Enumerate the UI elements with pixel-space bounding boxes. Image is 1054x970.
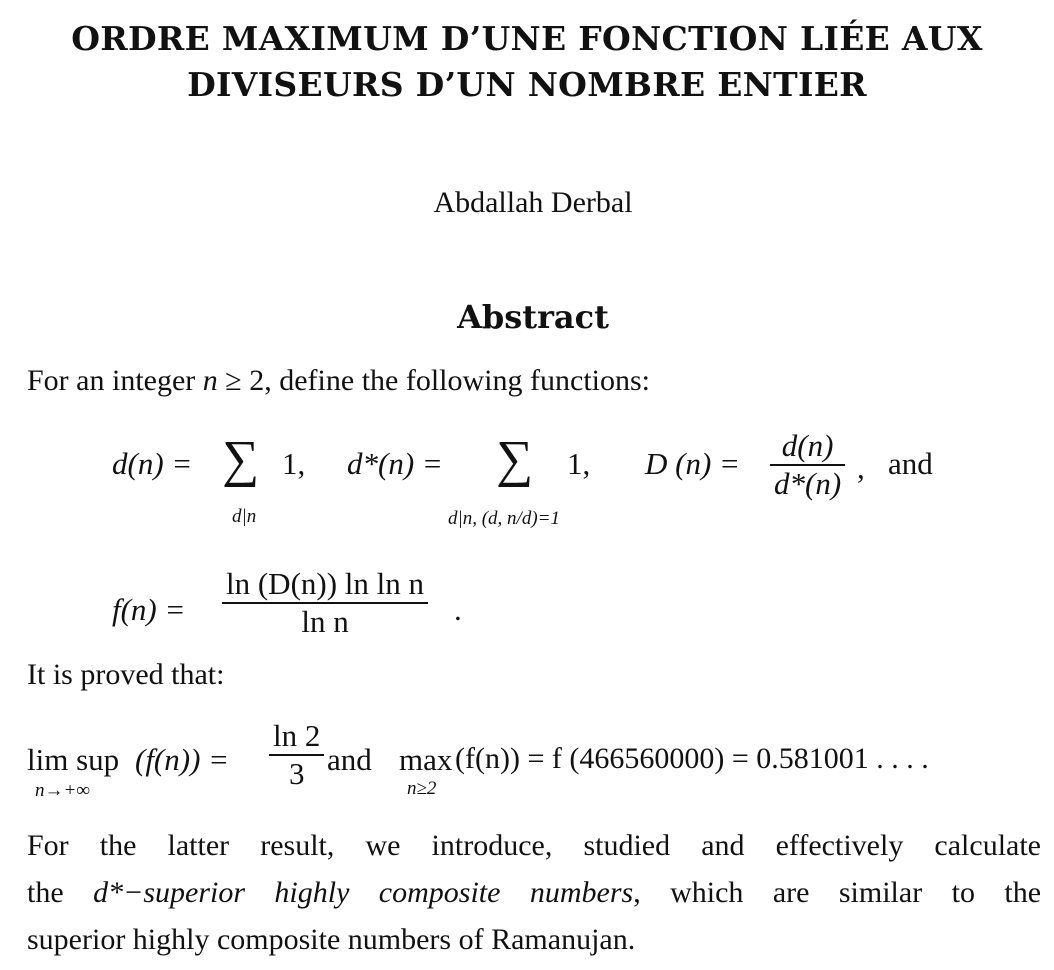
final-line-3: superior highly composite numbers of Ramanujan. (27, 923, 636, 956)
final-line-1: For the latter result, we introduce, studied and effectively calculate (27, 829, 1041, 862)
final-line-2-end: , which are similar to the (633, 876, 1042, 909)
fraction-numerator: d(n) (781, 428, 834, 463)
equation-results (27, 718, 1047, 808)
title-line-2: DIVISEURS D’UN NOMBRE ENTIER (187, 65, 867, 104)
proved-sentence: It is proved that: (27, 658, 225, 691)
f-numerator: ln (D(n)) ln ln n (226, 566, 425, 601)
author-name: Abdallah Derbal (433, 186, 633, 219)
eq-dstar-lhs: d*(n) = (347, 446, 443, 481)
sum1-body: 1, (282, 446, 306, 481)
max-operator: max (399, 742, 453, 777)
fraction-d-over-dstar (770, 428, 845, 502)
sum1-subscript: d|n (232, 506, 257, 527)
fraction-f (222, 566, 428, 640)
limsup-operator: lim sup (27, 742, 120, 777)
sum2-subscript: d|n, (d, n/d)=1 (448, 508, 560, 529)
intro-sentence (27, 364, 650, 398)
max-argument-result: (f(n)) = f (466560000) = 0.581001 . . . . (455, 742, 929, 775)
sum-symbol-2: ∑ (496, 431, 534, 488)
intro-text: For an integer (27, 364, 203, 397)
final-line-2 (27, 869, 1041, 916)
intro-variable: n (202, 364, 218, 397)
max-subscript: n≥2 (407, 778, 437, 799)
eq-dn-lhs: d(n) = (112, 446, 193, 481)
sum2-body: 1, (567, 446, 591, 481)
ln2-numerator: ln 2 (273, 718, 321, 753)
intro-relation: ≥ 2, define the following functions: (217, 364, 650, 397)
eq-Dn-lhs: D (n) = (645, 446, 740, 481)
title-line-1: ORDRE MAXIMUM D’UNE FONCTION LIÉE AUX (71, 19, 983, 58)
limsup-argument: (f(n)) = (135, 742, 230, 777)
limsup-subscript: n→+∞ (35, 780, 90, 801)
italic-term: d*−superior highly composite numbers (93, 876, 634, 909)
abstract-heading: Abstract (457, 298, 609, 336)
and-word: and (888, 446, 933, 481)
and-word-2: and (327, 742, 372, 777)
final-paragraph (27, 822, 1041, 963)
final-line-2-start: the (27, 876, 94, 909)
fraction-denominator: d*(n) (770, 464, 845, 502)
fraction-ln2-over-3 (269, 718, 324, 792)
period: . (454, 592, 462, 627)
paper-title (0, 16, 1054, 108)
sum-symbol-1: ∑ (222, 431, 260, 488)
three-denominator: 3 (269, 754, 324, 792)
f-denominator: ln n (222, 602, 428, 640)
comma: , (857, 450, 865, 485)
eq-f-lhs: f(n) = (112, 592, 186, 627)
